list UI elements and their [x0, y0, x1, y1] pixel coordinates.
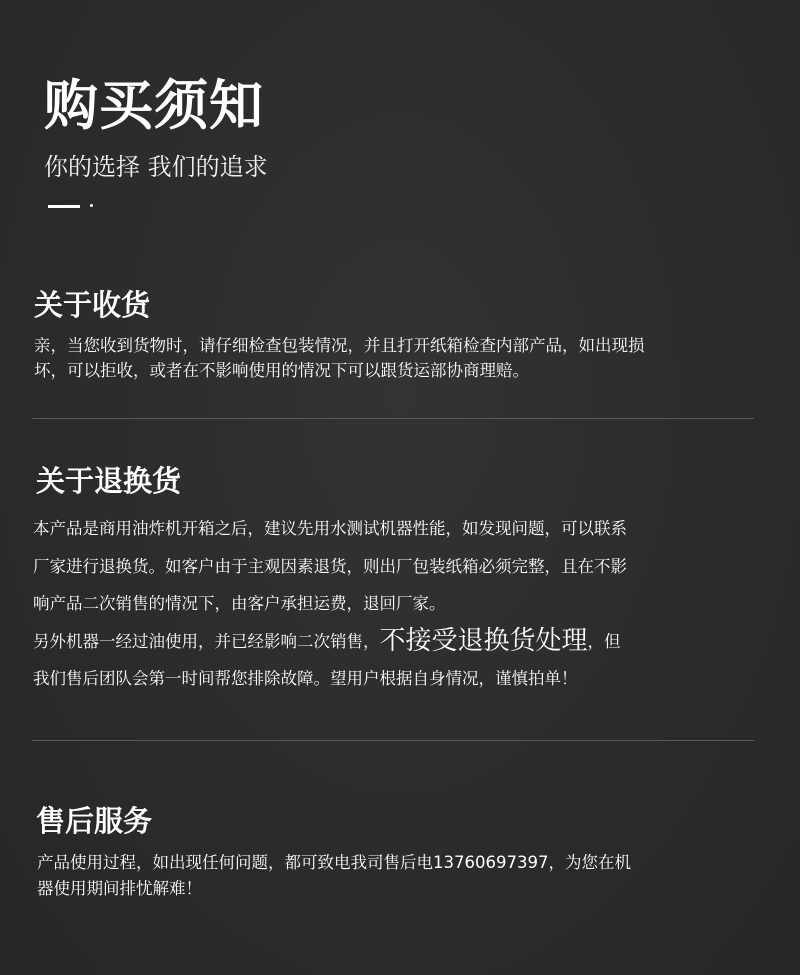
return-line-2: 厂家进行退换货。如客户由于主观因素退货，则出厂包装纸箱必须完整，且在不影: [33, 556, 627, 576]
title-dot-decoration: [90, 204, 93, 207]
section-divider-1: [32, 418, 754, 419]
receive-section-title: 关于收货: [34, 288, 151, 322]
page-subtitle: 你的选择 我们的追求: [44, 153, 268, 181]
return-line-3: 响产品二次销售的情况下，由客户承担运费，退回厂家。: [33, 594, 446, 613]
section-divider-2: [32, 740, 754, 741]
receive-section-text: [34, 333, 645, 383]
return-line-1: 本产品是商用油炸机开箱之后，建议先用水测试机器性能，如发现问题，可以联系: [33, 519, 627, 538]
service-line-2: 器使用期间排忧解难！: [37, 879, 202, 898]
no-return-emphasis: 不接受退换货处理: [379, 625, 588, 656]
service-line-1: 产品使用过程，如出现任何问题，都可致电我司售后电13760697397，为您在机: [37, 853, 631, 872]
return-line-4-post: ，但: [587, 631, 621, 651]
receive-line-2: 坏，可以拒收，或者在不影响使用的情况下可以跟货运部协商理赔。: [34, 361, 529, 380]
return-line-5: 我们售后团队会第一时间帮您排除故障。望用户根据自身情况，谨慎拍单！: [33, 669, 578, 688]
return-line-4: [33, 623, 627, 661]
service-section-title: 售后服务: [36, 804, 153, 838]
receive-line-1: 亲，当您收到货物时，请仔细检查包装情况，并且打开纸箱检查内部产品，如出现损: [34, 336, 645, 355]
return-line-4-pre: 另外机器一经过油使用，并已经影响二次销售，: [33, 631, 380, 651]
service-section-text: [37, 850, 631, 902]
title-dash-decoration: [48, 205, 80, 208]
page-title: 购买须知: [44, 74, 264, 137]
return-section-text: [33, 510, 627, 698]
return-section-title: 关于退换货: [36, 464, 182, 498]
